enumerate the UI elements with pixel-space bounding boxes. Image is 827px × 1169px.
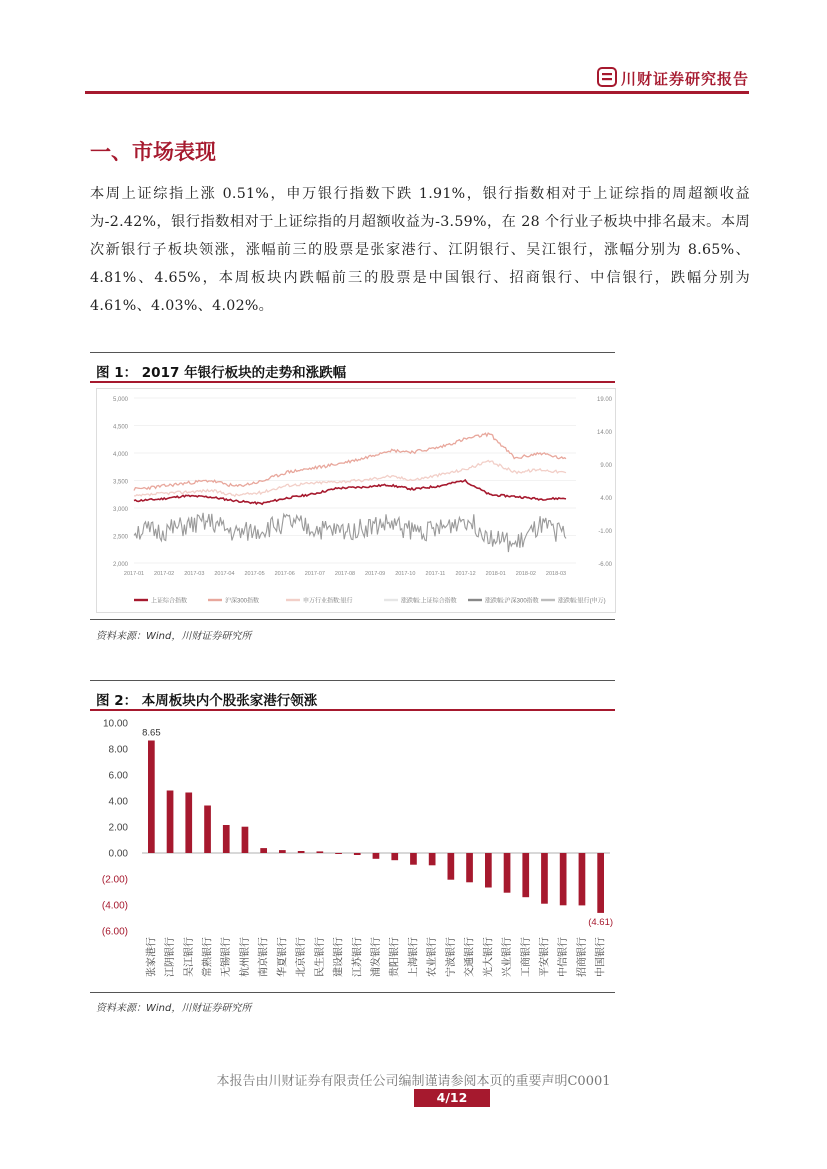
- chart2-xtick: 建设银行: [333, 937, 345, 977]
- chart2-xtick: 华夏银行: [277, 937, 289, 977]
- chart2-xtick: 北京银行: [296, 937, 308, 977]
- chart2-ytick: (4.00): [101, 900, 128, 912]
- chart2-bar: [560, 853, 567, 905]
- chart2-xtick: 上海银行: [408, 937, 420, 977]
- chart2-bar: [298, 851, 305, 853]
- chart2-xtick: 杭州银行: [239, 937, 251, 977]
- section-title: 一、市场表现: [90, 139, 216, 164]
- chart2-ytick: 6.00: [108, 770, 128, 782]
- chart1-xtick: 2017-08: [334, 571, 356, 577]
- chart2-bar: [597, 853, 604, 913]
- chart2-bar: [541, 853, 548, 904]
- chart2-bar: [148, 741, 155, 854]
- chart1-xtick: 2017-01: [123, 571, 145, 577]
- figure1-title: 图 1： 2017 年银行板块的走势和涨跌幅: [96, 365, 347, 381]
- chart1-legend-label: 涨跌幅:沪深300指数: [485, 598, 539, 605]
- figure2-top-rule: [90, 680, 615, 681]
- chart2-data-label-min: (4.61): [588, 916, 614, 928]
- chart2-xtick: 招商银行: [576, 937, 588, 977]
- chart1-xtick: 2017-07: [304, 571, 325, 577]
- chart2-xtick: 中国银行: [595, 937, 607, 977]
- chart2-bar: [167, 791, 174, 854]
- chart2-xtick: 张家港行: [146, 937, 158, 977]
- chart2-xtick: 南京银行: [258, 937, 270, 977]
- chart2-bar: [185, 793, 192, 854]
- chart1-xtick: 2017-03: [184, 571, 205, 577]
- chart2-bar: [466, 853, 473, 882]
- figure1-source: 资料来源：Wind，川财证券研究所: [96, 631, 252, 642]
- chart2-bar: [448, 853, 455, 880]
- chart2-xtick: 交通银行: [464, 937, 476, 977]
- figure2-title-rule: [90, 709, 615, 711]
- chart2-bar: [354, 853, 361, 855]
- chart2-bar: [279, 850, 286, 853]
- chart2-xtick: 浦发银行: [371, 937, 382, 977]
- figure1-line-chart: [96, 388, 616, 613]
- footer-disclaimer: 本报告由川财证券有限责任公司编制谨请参阅本页的重要声明C0001: [216, 1074, 611, 1089]
- chart2-xtick: 江阴银行: [165, 937, 177, 977]
- chart1-frame: [97, 389, 616, 613]
- figure1-title-rule: [90, 381, 615, 383]
- chart1-xtick: 2018-02: [515, 571, 536, 577]
- chart1-ytick-left: 4,000: [112, 452, 128, 458]
- chart2-ytick: 8.00: [108, 744, 128, 756]
- brand-title: 川财证券研究报告: [620, 70, 749, 88]
- chart2-xtick: 江苏银行: [352, 937, 364, 977]
- chart1-ytick-left: 3,000: [112, 507, 128, 513]
- chart1-legend-label: 涨跌幅:上证综合指数: [401, 598, 457, 605]
- header-rule: [85, 91, 749, 94]
- chart2-bar: [317, 851, 324, 853]
- chart2-xtick: 工商银行: [520, 937, 532, 977]
- chart1-ytick-left: 2,000: [112, 562, 128, 568]
- chart2-bar: [504, 853, 511, 893]
- chart2-ytick: 0.00: [108, 848, 128, 860]
- chart2-bar: [579, 853, 586, 905]
- chart1-xtick: 2017-02: [154, 571, 175, 577]
- chart2-ytick: 2.00: [108, 822, 128, 834]
- chart2-xtick: 民生银行: [314, 937, 326, 977]
- chart1-xtick: 2017-11: [425, 571, 446, 577]
- chart2-xtick: 无锡银行: [221, 937, 233, 977]
- chart1-xtick: 2017-04: [214, 571, 235, 577]
- chart1-legend-label: 沪深300指数: [225, 598, 260, 605]
- body-paragraph: 本周上证综指上涨 0.51%，申万银行指数下跌 1.91%，银行指数相对于上证综指的周超额收益为-2.42%，银行指数相对于上证综指的月超额收益为-3.59%，在 28 个行业子板块中排名最末。本周次新银行子板块领涨，涨幅前三的股票是张家港行、江阴银行、吴江银行，涨幅分别为 8.65%、4.81%、4.65%，本周板块内跌幅前三的股票是中国银行、招商银行、中信银行，跌幅分别为 4.61%、4.03%、4.02%。: [90, 186, 750, 314]
- chart2-xtick: 宁波银行: [445, 937, 457, 977]
- chart1-ytick-right: 19.00: [596, 397, 612, 403]
- chart2-xtick: 吴江银行: [183, 937, 195, 977]
- figure2-title: 图 2： 本周板块内个股张家港行领涨: [96, 693, 318, 709]
- chart1-ytick-right: 4.00: [600, 496, 612, 502]
- chart1-xtick: 2017-09: [365, 571, 386, 577]
- page-number: 4/12: [414, 1089, 490, 1107]
- chart2-xtick: 贵阳银行: [389, 937, 401, 977]
- chart2-bar: [260, 848, 267, 853]
- chart2-bar: [223, 825, 230, 853]
- chart2-bar: [391, 853, 398, 860]
- chart2-ytick: 4.00: [108, 796, 128, 808]
- chart1-ytick-right: 14.00: [596, 430, 612, 436]
- chart2-bar: [242, 827, 249, 853]
- chart1-xtick: 2017-10: [395, 571, 416, 577]
- chart2-bar: [429, 853, 436, 865]
- chart2-ytick: (2.00): [101, 874, 128, 886]
- chart2-xtick: 农业银行: [427, 937, 439, 977]
- chart2-bar: [373, 853, 380, 859]
- brand-logo-icon: [597, 67, 617, 87]
- chart1-ytick-left: 3,500: [112, 479, 128, 486]
- chart1-legend-label: 上证综合指数: [151, 598, 188, 605]
- chart1-ytick-right: 9.00: [600, 463, 612, 469]
- chart2-bar: [204, 806, 211, 854]
- figure2-bar-chart: [90, 713, 615, 991]
- chart2-ytick: 10.00: [102, 718, 128, 730]
- chart2-xtick: 光大银行: [483, 937, 495, 977]
- chart1-ytick-right: -1.00: [598, 529, 612, 535]
- chart1-legend-label: 涨跌幅:银行(申万): [558, 598, 606, 605]
- chart2-xtick: 常熟银行: [202, 937, 214, 977]
- chart2-bar: [485, 853, 492, 888]
- chart1-xtick: 2018-03: [545, 571, 567, 577]
- chart2-xtick: 平安银行: [539, 937, 551, 977]
- figure2-source: 资料来源：Wind，川财证券研究所: [96, 1003, 252, 1014]
- chart1-ytick-left: 5,000: [112, 397, 128, 403]
- chart1-ytick-right: -6.00: [598, 562, 612, 568]
- figure2-bottom-rule: [90, 992, 615, 993]
- chart2-xtick: 兴业银行: [502, 937, 514, 977]
- chart1-ytick-left: 2,500: [112, 534, 128, 541]
- figure1-top-rule: [90, 352, 615, 353]
- chart2-bar: [522, 853, 529, 897]
- figure1-bottom-rule: [90, 619, 615, 620]
- chart1-xtick: 2017-12: [455, 571, 476, 577]
- chart2-bar: [335, 853, 342, 854]
- chart1-xtick: 2017-06: [274, 571, 295, 577]
- chart1-xtick: 2017-05: [244, 571, 265, 577]
- chart2-bar: [410, 853, 417, 865]
- chart2-ytick: (6.00): [101, 926, 128, 938]
- chart1-ytick-left: 4,500: [112, 424, 128, 431]
- chart1-legend-label: 申万行业指数:银行: [303, 598, 353, 605]
- chart1-xtick: 2018-01: [485, 571, 506, 577]
- chart2-data-label-max: 8.65: [142, 727, 161, 739]
- chart2-xtick: 中信银行: [558, 937, 570, 977]
